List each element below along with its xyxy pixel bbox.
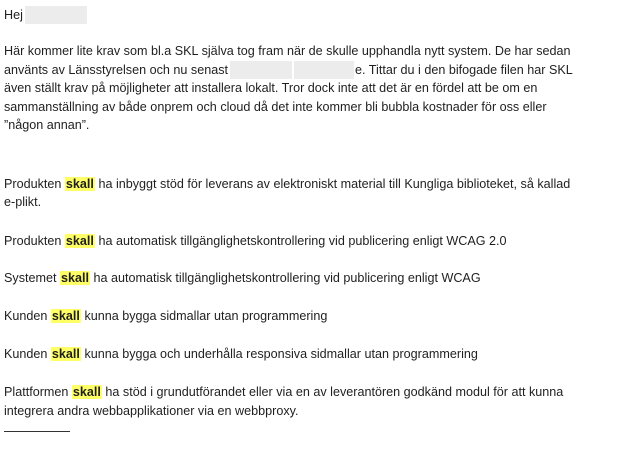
intro-line-4: sammanställning av både onprem och cloud då det inte kommer bli bubbla kostnader för oss eller	[4, 100, 547, 114]
intro-line-3: även ställt krav på möjligheter att installera lokalt. Tror dock inte att det är en fördel att be om en	[4, 81, 538, 95]
requirement-6-line-2: integrera andra webbapplikationer via en webbproxy.	[4, 404, 299, 418]
requirement-text: ha automatisk tillgänglighetskontrollering vid publicering enligt WCAG	[93, 271, 481, 285]
requirement-1-line-2: e-plikt.	[4, 195, 42, 209]
requirement-subject: Systemet	[4, 271, 57, 285]
highlighted-skall: skall	[72, 385, 101, 399]
requirement-4-line	[4, 307, 327, 325]
greeting-line	[4, 6, 87, 24]
requirement-1-line-1	[4, 175, 570, 193]
highlighted-skall: skall	[51, 347, 80, 361]
highlighted-skall: skall	[65, 234, 94, 248]
redacted-name	[25, 6, 87, 24]
separator-rule	[4, 431, 70, 432]
requirement-subject: Plattformen	[4, 385, 69, 399]
requirement-3-line	[4, 269, 481, 287]
redacted-organization-part-2	[294, 61, 354, 79]
highlighted-skall: skall	[65, 177, 94, 191]
requirement-subject: Kunden	[4, 347, 48, 361]
requirement-text: ha stöd i grundutförandet eller via en av leverantören godkänd modul för att kunna	[105, 385, 564, 399]
highlighted-skall: skall	[61, 271, 90, 285]
greeting-text: Hej	[4, 8, 23, 22]
requirement-subject: Kunden	[4, 309, 48, 323]
highlighted-skall: skall	[51, 309, 80, 323]
redacted-organization-part-1	[230, 61, 292, 79]
intro-line-1: Här kommer lite krav som bl.a SKL själva tog fram när de skulle upphandla nytt system. De har sedan	[4, 44, 571, 58]
intro-line-5: ”någon annan”.	[4, 118, 90, 132]
requirement-6-line-1	[4, 383, 563, 401]
requirement-subject: Produkten	[4, 177, 62, 191]
requirement-2-line	[4, 232, 507, 250]
intro-line-2-start: använts av Länsstyrelsen och nu senast	[4, 63, 229, 77]
requirement-text: kunna bygga sidmallar utan programmering	[84, 309, 328, 323]
requirement-text: kunna bygga och underhålla responsiva sidmallar utan programmering	[84, 347, 478, 361]
requirement-text: ha inbyggt stöd för leverans av elektroniskt material till Kungliga biblioteket, så kallad	[98, 177, 571, 191]
requirement-5-line	[4, 345, 478, 363]
requirement-subject: Produkten	[4, 234, 62, 248]
intro-line-2	[4, 61, 573, 79]
intro-line-2-end: e. Tittar du i den bifogade filen har SKL	[355, 63, 573, 77]
requirement-text: ha automatisk tillgänglighetskontrollering vid publicering enligt WCAG 2.0	[98, 234, 507, 248]
